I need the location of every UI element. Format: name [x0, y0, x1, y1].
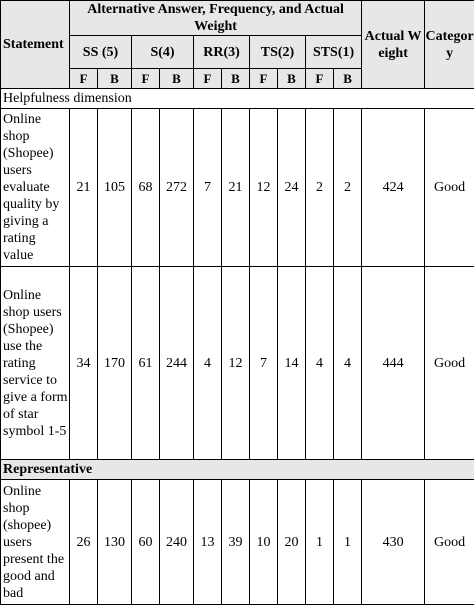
value-cell: 105	[98, 109, 132, 267]
value-cell: 1	[334, 480, 362, 605]
header-b: B	[160, 69, 194, 89]
section-title: Representative	[1, 460, 474, 480]
value-cell: 12	[222, 267, 250, 460]
value-cell: 21	[70, 109, 98, 267]
header-scale-ts: TS(2)	[250, 36, 306, 69]
value-cell: 272	[160, 109, 194, 267]
row-statement: Online shop (Shopee) users evaluate quality by giving a rating value	[1, 109, 70, 267]
value-cell: 2	[306, 109, 334, 267]
value-cell: 68	[132, 109, 160, 267]
header-b: B	[222, 69, 250, 89]
value-cell: 39	[222, 480, 250, 605]
value-cell: 2	[334, 109, 362, 267]
value-cell: 21	[222, 109, 250, 267]
actual-weight-cell: 430	[362, 480, 425, 605]
value-cell: 7	[250, 267, 278, 460]
actual-weight-cell: 424	[362, 109, 425, 267]
value-cell: 26	[70, 480, 98, 605]
category-cell: Good	[425, 267, 474, 460]
header-statement: Statement	[1, 1, 70, 89]
header-b: B	[98, 69, 132, 89]
value-cell: 13	[194, 480, 222, 605]
value-cell: 240	[160, 480, 194, 605]
actual-weight-cell: 444	[362, 267, 425, 460]
value-cell: 20	[278, 480, 306, 605]
value-cell: 60	[132, 480, 160, 605]
header-scale-rr: RR(3)	[194, 36, 250, 69]
value-cell: 34	[70, 267, 98, 460]
header-f: F	[132, 69, 160, 89]
value-cell: 12	[250, 109, 278, 267]
value-cell: 244	[160, 267, 194, 460]
header-scale-s: S(4)	[132, 36, 194, 69]
value-cell: 24	[278, 109, 306, 267]
row-statement: Online shop users (Shopee) use the rating service to give a form of star symbol 1-5	[1, 267, 70, 460]
header-f: F	[306, 69, 334, 89]
category-cell: Good	[425, 109, 474, 267]
value-cell: 1	[306, 480, 334, 605]
row-statement: Online shop (shopee) users present the good and bad	[1, 480, 70, 605]
header-actual-weight: Actual Weight	[362, 1, 425, 89]
value-cell: 10	[250, 480, 278, 605]
value-cell: 170	[98, 267, 132, 460]
header-scale-ss: SS (5)	[70, 36, 132, 69]
section-title: Helpfulness dimension	[1, 89, 474, 109]
header-f: F	[194, 69, 222, 89]
value-cell: 4	[334, 267, 362, 460]
value-cell: 4	[306, 267, 334, 460]
value-cell: 4	[194, 267, 222, 460]
header-f: F	[250, 69, 278, 89]
header-b: B	[334, 69, 362, 89]
header-scale-sts: STS(1)	[306, 36, 362, 69]
value-cell: 61	[132, 267, 160, 460]
value-cell: 130	[98, 480, 132, 605]
header-f: F	[70, 69, 98, 89]
header-b: B	[278, 69, 306, 89]
header-alternative-answer: Alternative Answer, Frequency, and Actual Weight	[70, 1, 362, 36]
value-cell: 7	[194, 109, 222, 267]
value-cell: 14	[278, 267, 306, 460]
header-category: Category	[425, 1, 474, 89]
category-cell: Good	[425, 480, 474, 605]
